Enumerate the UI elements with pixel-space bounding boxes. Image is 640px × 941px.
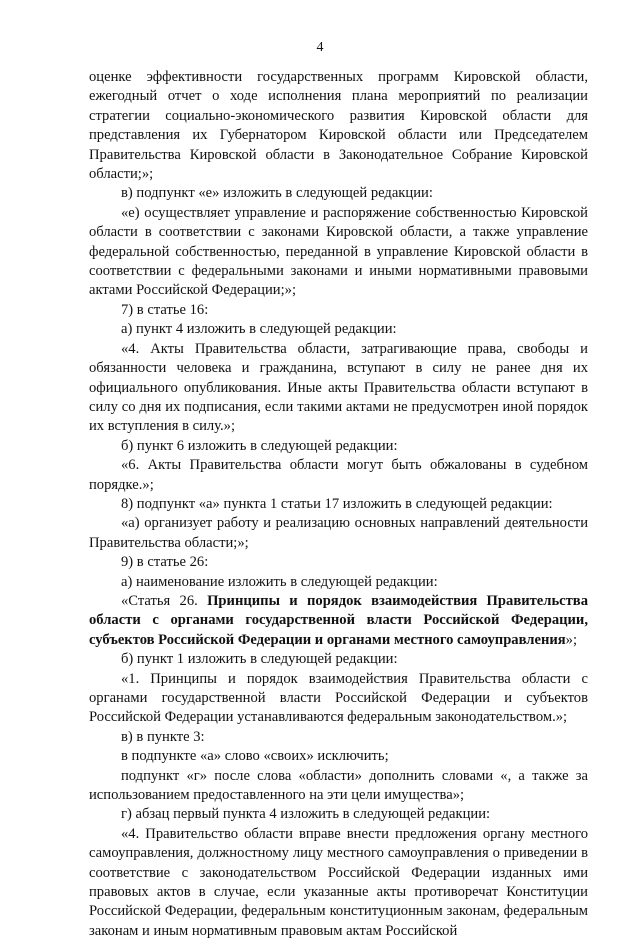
paragraph: а) пункт 4 изложить в следующей редакции: — [121, 321, 397, 338]
paragraph: 7) в статье 16: — [121, 301, 209, 318]
paragraph: в) в пункте 3: — [121, 728, 205, 745]
paragraph: оценке эффективности государственных программ Кировской области, ежегодный отчет о ходе исполнения плана мероприятий по реализации стратегии социально-экономического развития Кировской области для представления их Губернатором Кировской области или Председателем Правительства Кировской области в Законодательное Собрание Кировской области;»; — [89, 69, 588, 183]
page-number: 4 — [316, 40, 324, 55]
paragraph: в подпункте «а» слово «своих» исключить; — [121, 748, 389, 765]
paragraph: б) пункт 6 изложить в следующей редакции: — [121, 437, 398, 454]
paragraph: «а) организует работу и реализацию основных направлений деятельности Правительства области;»; — [89, 515, 588, 551]
paragraph: «1. Принципы и порядок взаимодействия Правительства области с органами государственной власти Российской Федерации и субъектов Российской Федерации устанавливаются федеральным законодательством.»; — [89, 670, 588, 726]
article-heading-paragraph — [89, 592, 588, 650]
paragraph: б) пункт 1 изложить в следующей редакции: — [121, 651, 398, 668]
article-heading-prefix: «Статья 26. — [121, 592, 208, 609]
paragraph: 8) подпункт «а» пункта 1 статьи 17 изложить в следующей редакции: — [121, 495, 553, 512]
paragraph: «4. Акты Правительства области, затрагивающие права, свободы и обязанности человека и гражданина, вступают в силу не ранее дня их официального опубликования. Иные акты Правительства области вступают в силу со дня их подписания, если такими актами не предусмотрен иной порядок их вступления в силу.»; — [89, 340, 588, 435]
paragraph: «6. Акты Правительства области могут быть обжалованы в судебном порядке.»; — [89, 457, 588, 493]
paragraph: а) наименование изложить в следующей редакции: — [121, 573, 438, 590]
document-body — [89, 68, 588, 941]
article-heading-title: Принципы и порядок взаимодействия Правительства области с органами государственной власти Российской Федерации, субъектов Российской Федерации и органами местного самоуправления — [89, 592, 588, 648]
paragraph: «е) осуществляет управление и распоряжение собственностью Кировской области в соответствии с законами Кировской области, а также управление федеральной собственностью, переданной в управление Кировской области в соответствии с федеральными законами и иными нормативными правовыми актами Российской Федерации;»; — [89, 204, 588, 299]
paragraph: 9) в статье 26: — [121, 554, 209, 571]
paragraph: г) абзац первый пункта 4 изложить в следующей редакции: — [121, 806, 491, 823]
paragraph: «4. Правительство области вправе внести предложения органу местного самоуправления, должностному лицу местного самоуправления о приведении в соответствие с законодательством Российской Федерации изданных ими правовых актов в случае, если указанные акты противоречат Конституции Российской Федерации, федеральным конституционным законам, федеральным законам и иным нормативным правовым актам Российской — [89, 825, 588, 939]
paragraph: в) подпункт «е» изложить в следующей редакции: — [121, 185, 433, 202]
article-heading-suffix: »; — [565, 631, 578, 648]
paragraph: подпункт «г» после слова «области» дополнить словами «, а также за использованием предоставленного на эти цели имущества»; — [89, 767, 588, 804]
